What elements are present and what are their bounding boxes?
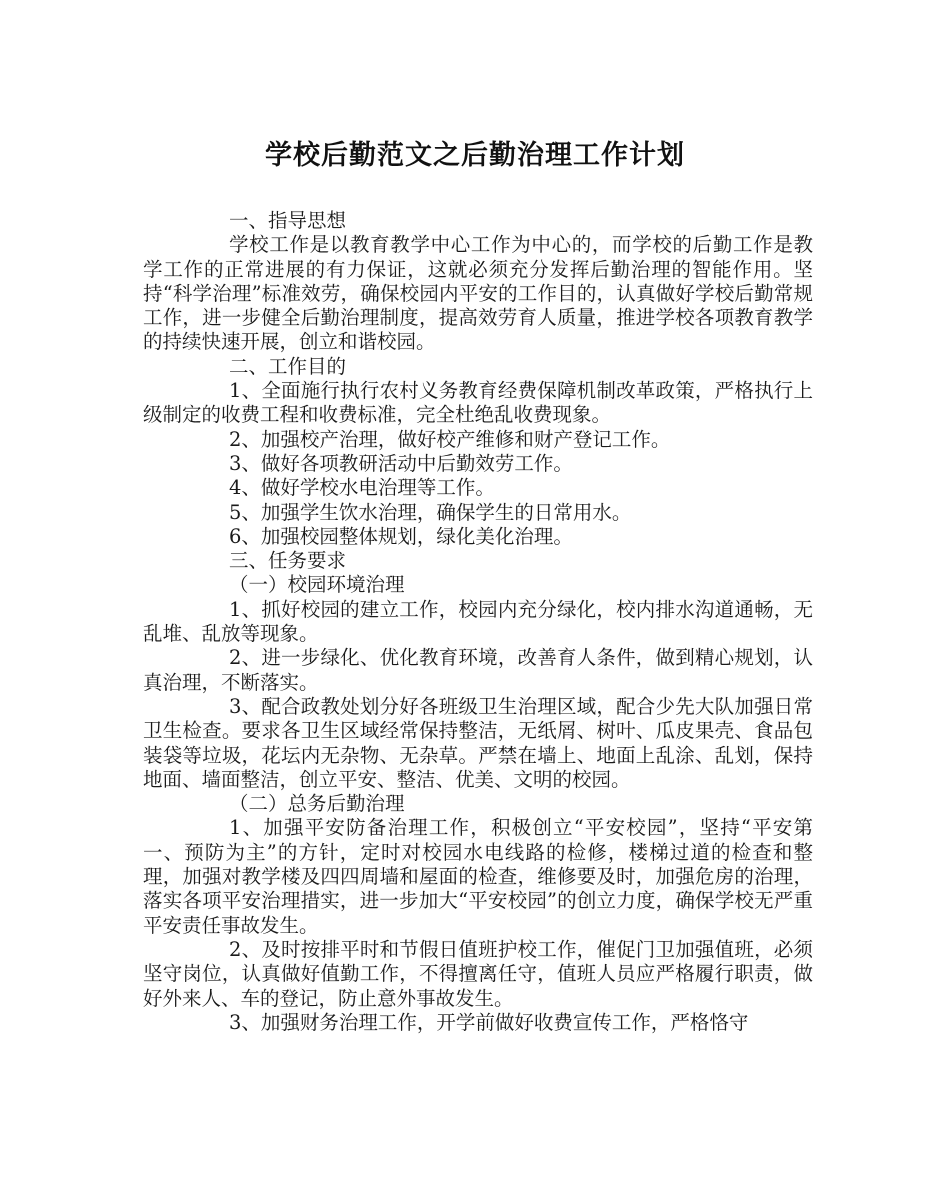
paragraph: 2、及时按排平时和节假日值班护校工作，催促门卫加强值班，必须坚守岗位，认真做好值勤工作，不得擅离任守，值班人员应严格履行职责，做好外来人、车的登记，防止意外事故发生。 — [143, 937, 813, 1010]
section-heading: 二、工作目的 — [229, 354, 347, 378]
section-heading: 三、任务要求 — [229, 549, 347, 573]
document-title: 学校后勤范文之后勤治理工作计划 — [265, 140, 685, 171]
paragraph: 学校工作是以教育教学中心工作为中心的，而学校的后勤工作是教学工作的正常进展的有力保证，这就必须充分发挥后勤治理的智能作用。坚持“科学治理”标准效劳，确保校园内平安的工作目的，认真做好学校后勤常规工作，进一步健全后勤治理制度，提高效劳育人质量，推进学校各项教育教学的持续快速开展，创立和谐校园。 — [143, 233, 813, 354]
paragraph: 5、加强学生饮水治理，确保学生的日常用水。 — [229, 500, 632, 524]
paragraph: 4、做好学校水电治理等工作。 — [229, 476, 495, 500]
paragraph: 3、加强财务治理工作，开学前做好收费宣传工作，严格恪守 — [229, 1010, 749, 1034]
paragraph: 6、加强校园整体规划，绿化美化治理。 — [229, 524, 573, 548]
paragraph: 1、抓好校园的建立工作，校园内充分绿化，校内排水沟道通畅，无乱堆、乱放等现象。 — [143, 597, 813, 646]
document-body — [143, 209, 813, 1035]
paragraph: 2、进一步绿化、优化教育环境，改善育人条件，做到精心规划，认真治理，不断落实。 — [143, 646, 813, 694]
paragraph: 1、加强平安防备治理工作，积极创立“平安校园”，坚持“平安第一、预防为主”的方针，定时对校园水电线路的检修，楼梯过道的检查和整理，加强对教学楼及四四周墙和屋面的检查，维修要及时，加强危房的治理，落实各项平安治理措实，进一步加大“平安校园”的创立力度，确保学校无严重平安责任事故发生。 — [143, 816, 813, 937]
paragraph: 3、配合政教处划分好各班级卫生治理区域，配合少先大队加强日常卫生检查。要求各卫生区域经常保持整洁，无纸屑、树叶、瓜皮果壳、食品包装袋等垃圾，花坛内无杂物、无杂草。严禁在墙上、地面上乱涂、乱划，保持地面、墙面整洁，创立平安、整洁、优美、文明的校园。 — [143, 694, 813, 791]
paragraph: 3、做好各项教研活动中后勤效劳工作。 — [229, 451, 573, 475]
section-heading: 一、指导思想 — [229, 209, 347, 232]
subsection-heading: （一）校园环境治理 — [229, 573, 405, 597]
paragraph: 1、全面施行执行农村义务教育经费保障机制改革政策，严格执行上级制定的收费工程和收费标准，完全杜绝乱收费现象。 — [143, 379, 813, 427]
paragraph: 2、加强校产治理，做好校产维修和财产登记工作。 — [229, 427, 671, 451]
subsection-heading: （二）总务后勤治理 — [229, 792, 405, 816]
